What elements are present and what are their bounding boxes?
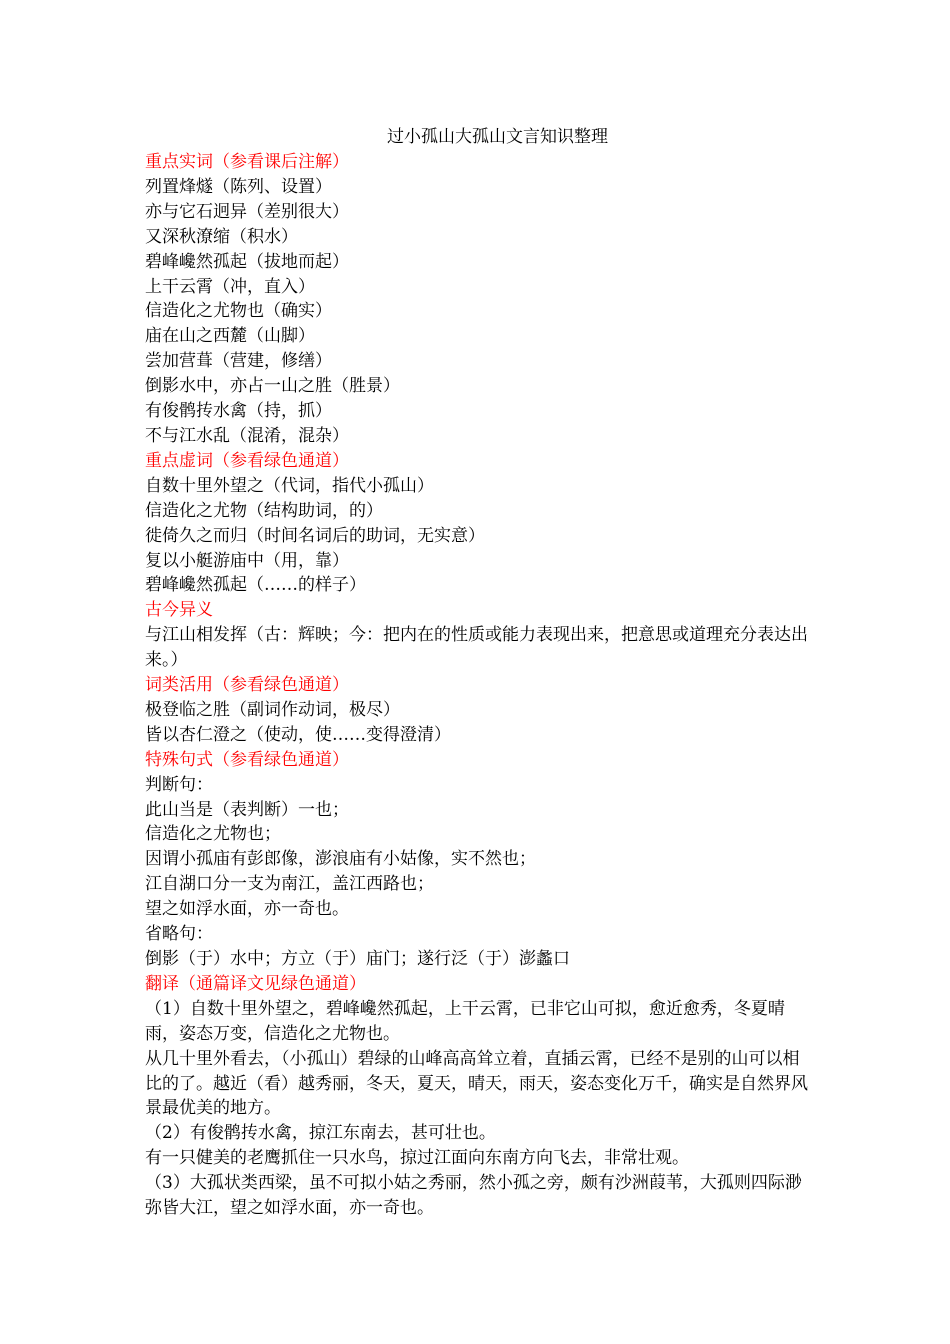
text-line: 判断句： — [145, 774, 213, 795]
text-line: 尝加营葺（营建，修缮） — [145, 351, 332, 372]
text-line: 有俊鹘抟水禽（持，抓） — [145, 401, 332, 422]
text-line: 从几十里外看去，（小孤山）碧绿的山峰高高耸立着，直插云霄，已经不是别的山可以相比的了。越近（看）越秀丽，冬天，夏天，晴天，雨天，姿态变化万千，确实是自然界风景最优美的地方。 — [145, 1048, 808, 1119]
text-line: 信造化之尤物也； — [145, 824, 281, 845]
text-line: 有一只健美的老鹰抓住一只水鸟，掠过江面向东南方向飞去，非常壮观。 — [145, 1148, 689, 1169]
document-page — [145, 125, 810, 1221]
text-line: 此山当是（表判断）一也； — [145, 799, 349, 820]
text-line: 碧峰巉然孤起（拔地而起） — [145, 251, 349, 272]
text-line: 江自湖口分一支为南江，盖江西路也； — [145, 874, 434, 895]
text-line: 复以小艇游庙中（用，靠） — [145, 550, 349, 571]
text-line: 倒影（于）水中；方立（于）庙门；遂行泛（于）澎蠡口 — [145, 949, 570, 969]
section-heading-cilei: 词类活用（参看绿色通道） — [145, 675, 349, 696]
text-line: （1）自数十里外望之，碧峰巉然孤起，上干云霄，已非它山可拟，愈近愈秀，冬夏晴雨，姿态万变，信造化之尤物也。 — [145, 998, 785, 1044]
text-line: 自数十里外望之（代词，指代小孤山） — [145, 475, 434, 496]
text-line: （3）大孤状类西梁，虽不可拟小姑之秀丽，然小孤之旁，颇有沙洲葭苇，大孤则四际渺弥皆大江，望之如浮水面，亦一奇也。 — [145, 1173, 802, 1219]
text-line: 庙在山之西麓（山脚） — [145, 326, 315, 347]
text-line: 亦与它石迥异（差别很大） — [145, 201, 349, 222]
text-line: 列置烽燧（陈列、设置） — [145, 176, 332, 197]
text-line: 皆以杏仁澄之（使动，使……变得澄清） — [145, 724, 451, 745]
text-line: 上干云霄（冲，直入） — [145, 276, 315, 297]
text-line: 信造化之尤物（结构助词，的） — [145, 500, 383, 521]
text-line: （2）有俊鹘抟水禽，掠江东南去，甚可壮也。 — [145, 1123, 496, 1144]
section-heading-xuci: 重点虚词（参看绿色通道） — [145, 450, 349, 471]
document-title: 过小孤山大孤山文言知识整理 — [387, 127, 608, 147]
section-heading-shici: 重点实词（参看课后注解） — [145, 152, 349, 172]
text-line: 因谓小孤庙有彭郎像，澎浪庙有小姑像，实不然也； — [145, 849, 536, 870]
text-line: 又深秋潦缩（积水） — [145, 226, 298, 247]
section-heading-teshu: 特殊句式（参看绿色通道） — [145, 749, 349, 770]
text-line: 省略句： — [145, 924, 213, 945]
text-line: 徙倚久之而归（时间名词后的助词，无实意） — [145, 525, 485, 546]
text-line: 倒影水中，亦占一山之胜（胜景） — [145, 376, 400, 397]
section-heading-gujin: 古今异义 — [145, 600, 213, 621]
text-line: 信造化之尤物也（确实） — [145, 301, 332, 322]
text-line: 碧峰巉然孤起（……的样子） — [145, 575, 366, 596]
text-line: 与江山相发挥（古：辉映；今：把内在的性质或能力表现出来，把意思或道理充分表达出来。） — [145, 625, 808, 671]
section-heading-fanyi: 翻译（通篇译文见绿色通道） — [145, 973, 366, 994]
text-line: 极登临之胜（副词作动词，极尽） — [145, 699, 400, 720]
text-line: 不与江水乱（混淆，混杂） — [145, 425, 349, 446]
text-line: 望之如浮水面，亦一奇也。 — [145, 899, 349, 920]
